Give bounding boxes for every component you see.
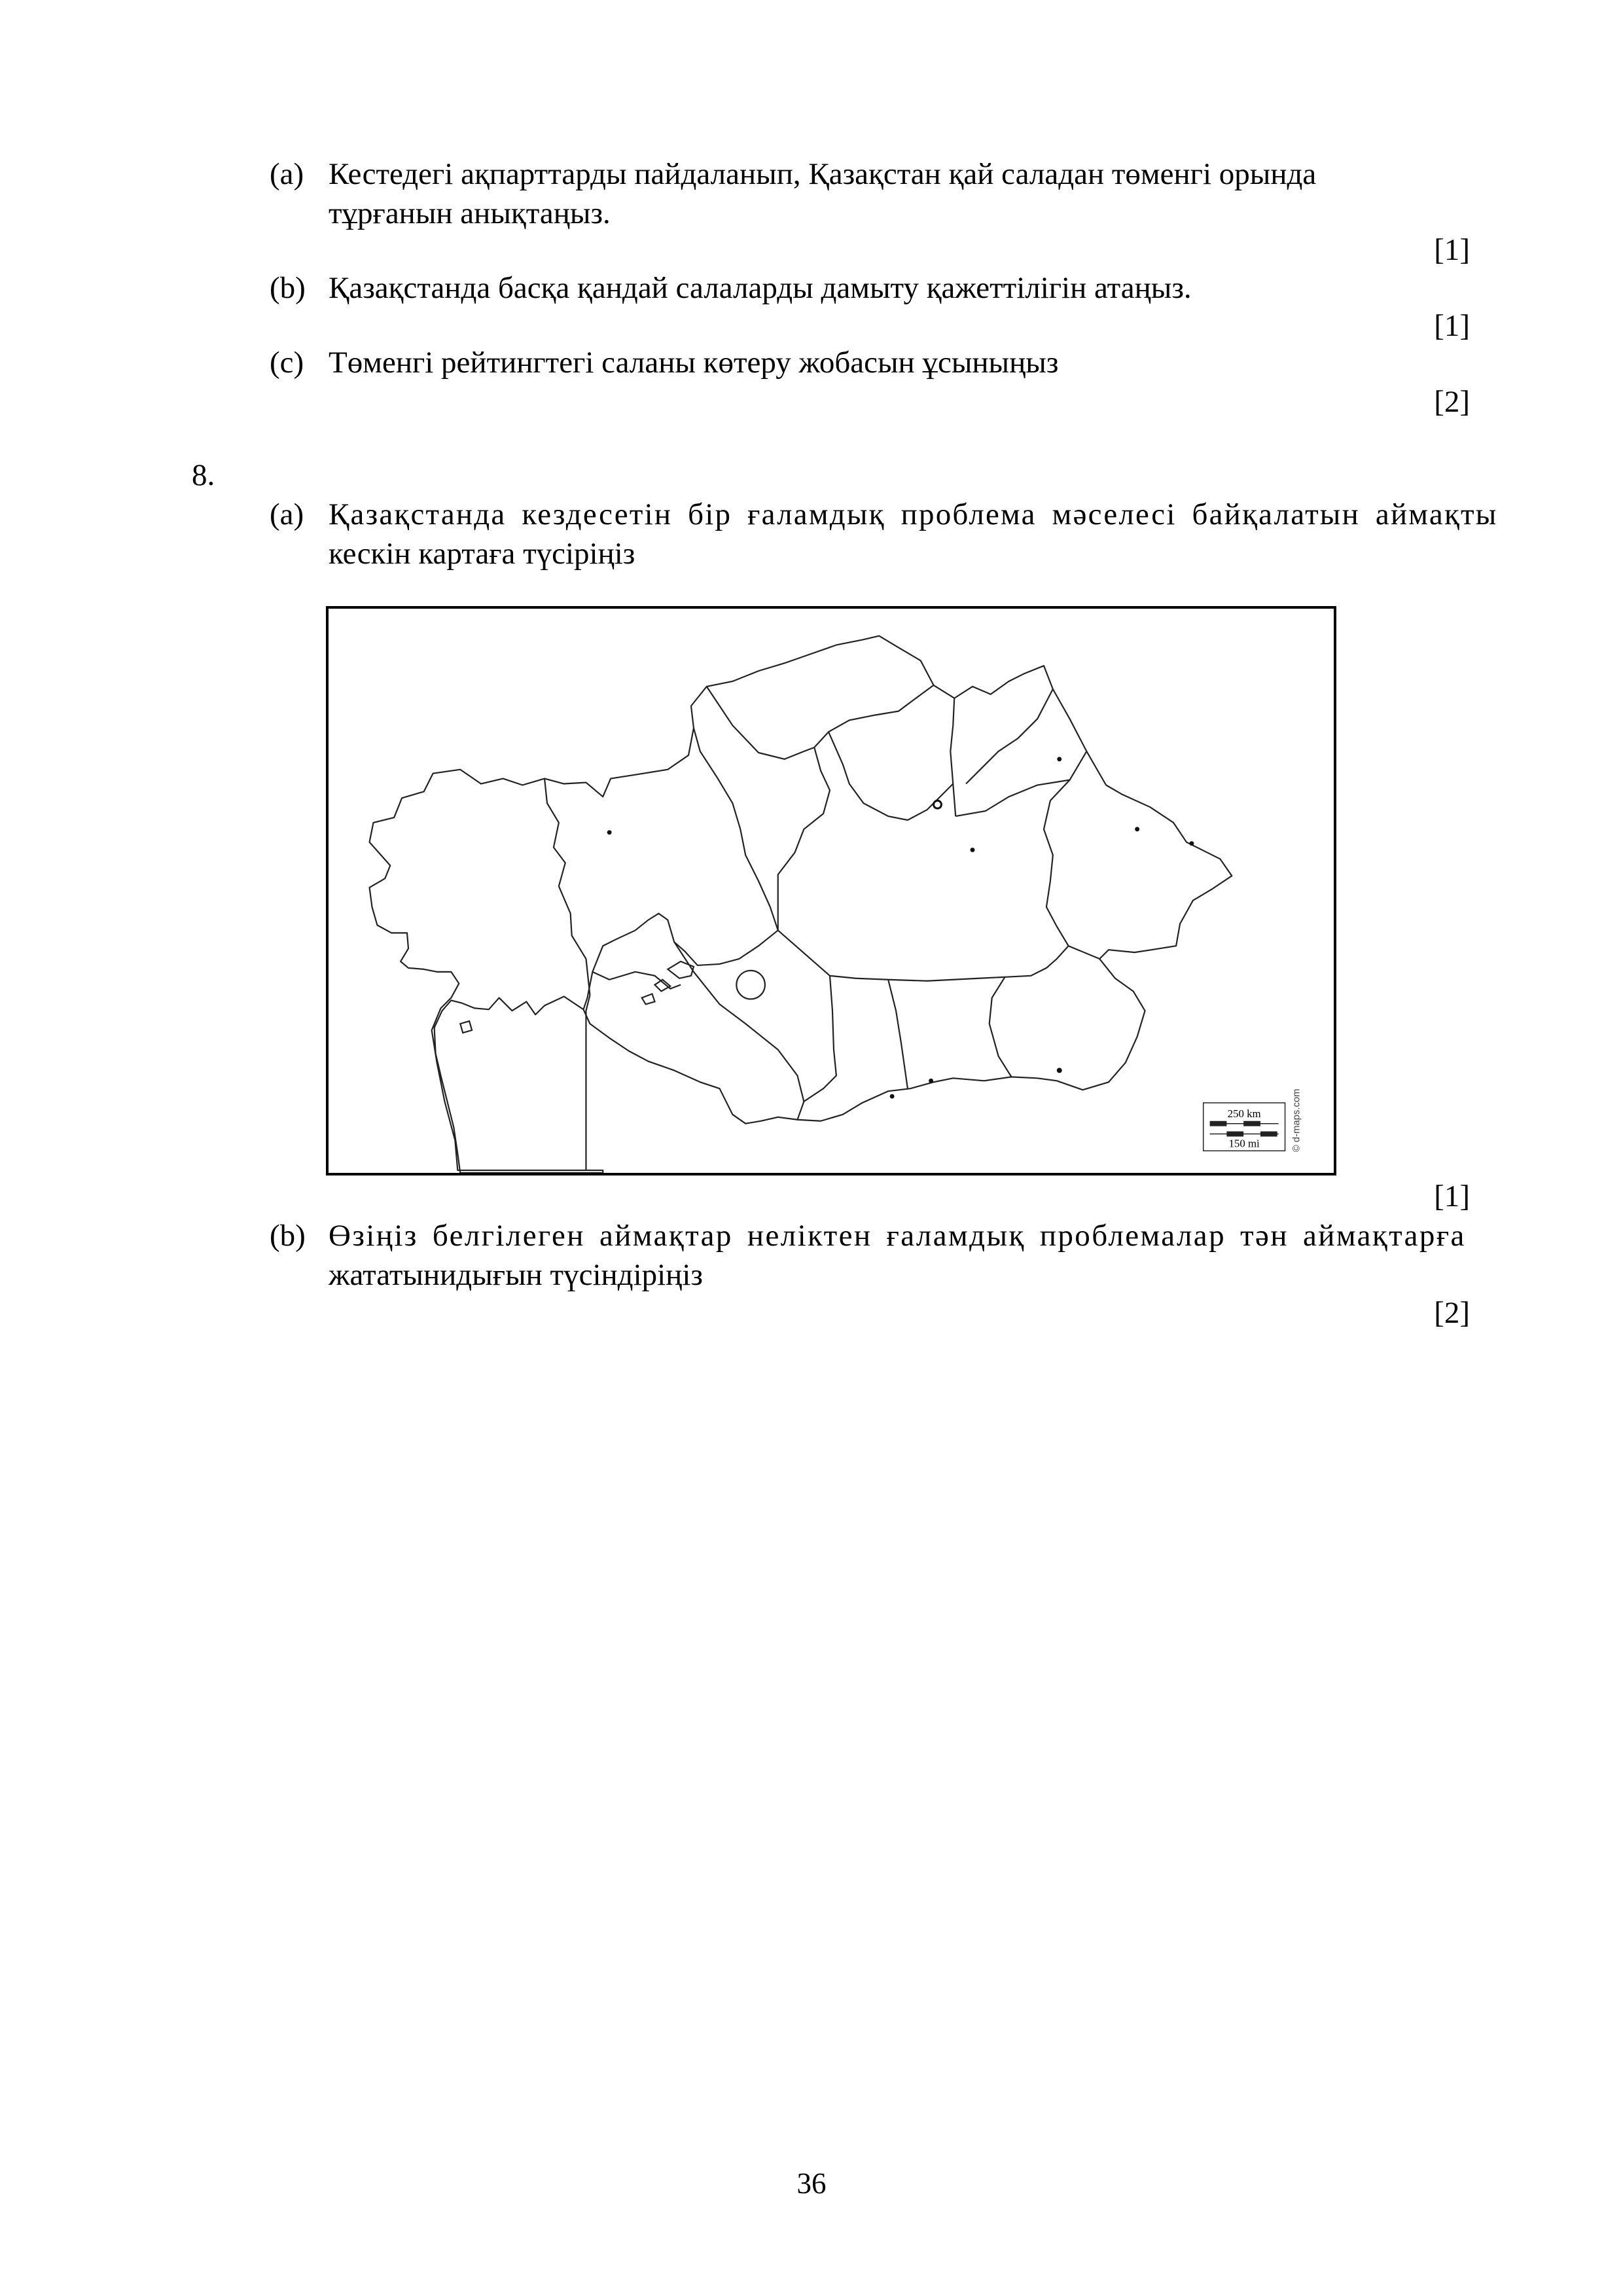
scale-km-label: 250 km [1227, 1107, 1261, 1120]
city-marker [1135, 827, 1139, 831]
q8-b-mark: [2] [1434, 1296, 1470, 1330]
q-prev-a-label: (a) [270, 157, 304, 191]
city-marker [1057, 757, 1061, 761]
city-marker [1057, 1067, 1062, 1073]
q8-number: 8. [192, 458, 215, 492]
q-prev-c-mark: [2] [1434, 385, 1470, 419]
city-marker [929, 1079, 933, 1083]
q-prev-b-mark: [1] [1434, 309, 1470, 343]
map-watermark: © d-maps.com [1291, 1088, 1302, 1153]
q8-a-line1: Қазақстанда кездесетін бір ғаламдық проблема мәселесі байқалатын аймақты [329, 497, 1498, 531]
q-prev-a-line1: Кестедегі ақпарттарды пайдаланып, Қазақстан қай саладан төменгі орында [329, 157, 1317, 191]
scale-mi-label: 150 mi [1228, 1137, 1260, 1150]
q-prev-b-text: Қазақстанда басқа қандай салаларды дамыту қажеттілігін атаңыз. [329, 271, 1192, 305]
q-prev-b-label: (b) [270, 271, 306, 305]
q-prev-a-mark: [1] [1434, 233, 1470, 267]
q8-b-line2: жататынидығын түсіндіріңіз [329, 1258, 703, 1292]
country-outline [370, 636, 1232, 1173]
city-marker [890, 1094, 895, 1099]
city-marker [1189, 841, 1194, 846]
map-svg [329, 609, 1334, 1173]
map-scale-bar [1204, 1103, 1285, 1151]
kazakhstan-outline-map [326, 606, 1336, 1175]
q-prev-c-label: (c) [270, 346, 304, 380]
q8-a-label: (a) [270, 497, 304, 531]
q8-b-line1: Өзіңіз белгілеген аймақтар неліктен ғаламдық проблемалар тән аймақтарға [329, 1219, 1466, 1253]
city-marker [607, 830, 612, 834]
q8-a-mark: [1] [1434, 1179, 1470, 1213]
q8-b-label: (b) [270, 1219, 306, 1253]
page-number: 36 [796, 2167, 827, 2200]
city-marker [971, 848, 975, 852]
q-prev-a-line2: тұрғанын анықтаңыз. [329, 196, 611, 230]
q8-a-line2: кескін картаға түсіріңіз [329, 537, 635, 571]
q-prev-c-text: Төменгі рейтингтегі саланы көтеру жобасын ұсыныңыз [329, 346, 1059, 380]
